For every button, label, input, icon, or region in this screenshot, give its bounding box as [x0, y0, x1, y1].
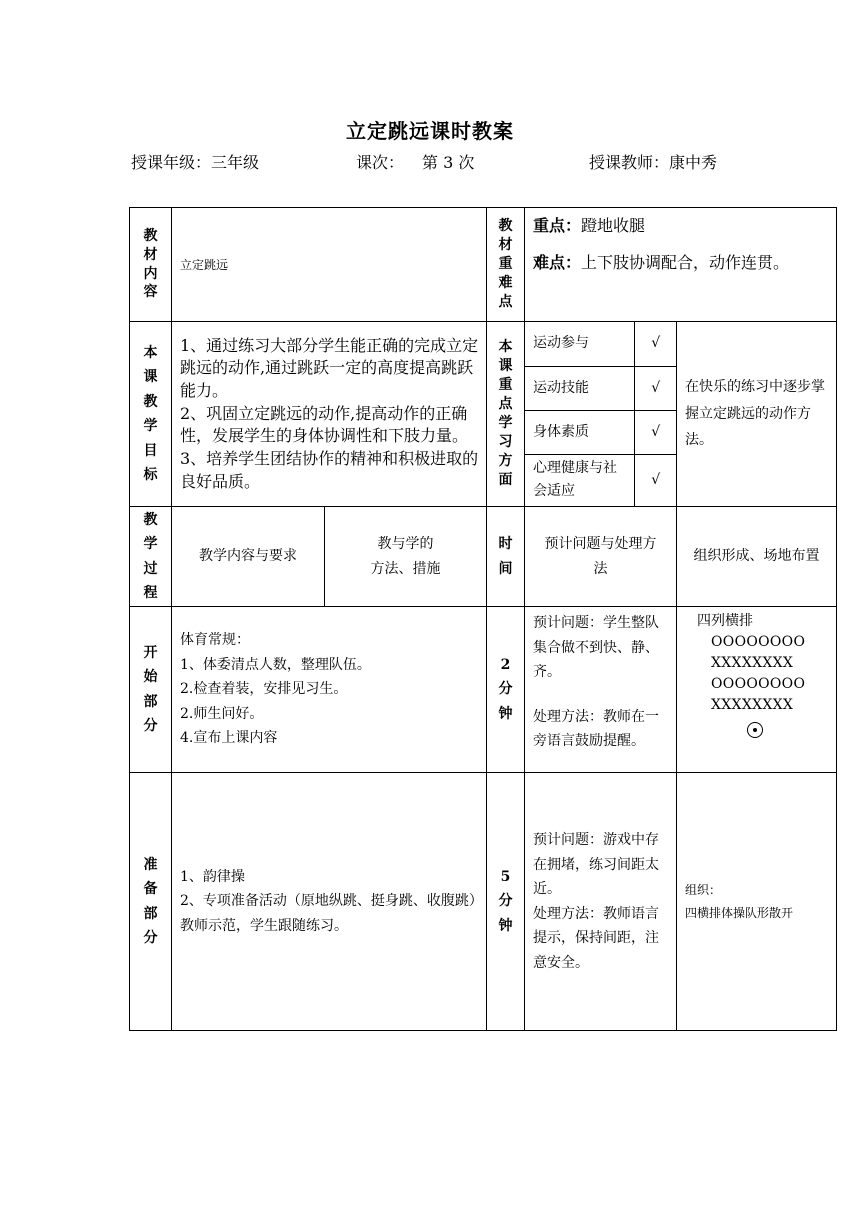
- prep-section-time: [487, 773, 525, 1031]
- head-char: 面: [498, 471, 513, 488]
- process-header-row: [130, 507, 837, 607]
- key-points-head: [487, 208, 525, 322]
- head-char: 容: [143, 284, 158, 301]
- head-char: 本: [143, 344, 158, 361]
- lesson-number: [356, 150, 474, 173]
- col-time-header: [487, 507, 525, 607]
- col-method-line: 教与学的: [377, 536, 434, 553]
- head-char: 间: [498, 560, 513, 577]
- key-value: 蹬地收腿: [581, 216, 646, 235]
- head-char: 目: [143, 442, 158, 459]
- page-title: 立定跳远课时教案: [346, 119, 514, 143]
- head-char: 教: [143, 393, 158, 410]
- difficulty-label: 难点：: [533, 253, 582, 273]
- head-char: 备: [143, 881, 158, 898]
- aspect-name: 运动技能: [525, 366, 634, 410]
- objective-item: 2、巩固立定跳远的动作,提高动作的正确性，发展学生的身体协调性和下肢力量。: [180, 403, 469, 446]
- col-org-header: 组织形成、场地布置: [677, 507, 837, 607]
- head-char: 学: [143, 536, 158, 553]
- solution-text: 处理方法：教师语言提示，保持间距，注意安全。: [533, 905, 660, 971]
- aspect-name: 身体素质: [525, 410, 634, 454]
- lesson-value: 第 3 次: [422, 153, 475, 172]
- material-content: 立定跳远: [172, 208, 487, 322]
- prep-section-row: [130, 773, 837, 1031]
- formation-row: OOOOOOOO: [711, 676, 806, 693]
- problem-text: 预计问题：学生整队集合做不到快、静、齐。: [533, 615, 660, 681]
- head-char: 始: [143, 669, 158, 686]
- prep-section-problems: [525, 773, 677, 1031]
- aspect-row: [525, 410, 677, 454]
- aspect-row: [525, 454, 677, 506]
- head-char: 标: [143, 467, 158, 484]
- col-method-header: [325, 507, 487, 607]
- head-char: 教: [498, 218, 513, 235]
- content-line: 1、韵律操: [180, 868, 245, 885]
- teacher-label: 授课教师：康中秀: [589, 153, 718, 172]
- start-formation: [677, 607, 837, 773]
- col-problems-header: 预计问题与处理方法: [525, 507, 677, 607]
- check-mark: √: [634, 322, 677, 366]
- head-char: 方: [498, 452, 513, 469]
- formation-row: XXXXXXXX: [711, 655, 794, 672]
- head-char: 课: [143, 369, 158, 386]
- problem-text: 预计问题：游戏中存在拥堵，练习间距太近。: [533, 832, 660, 898]
- check-mark: √: [634, 366, 677, 410]
- aspect-row: [525, 366, 677, 410]
- key-points-content: [525, 208, 837, 322]
- formation-label: 四列横排: [697, 613, 754, 630]
- objective-item: 1、通过练习大部分学生能正确的完成立定跳远的动作,通过跳跃一定的高度提高跳跃能力。: [180, 335, 479, 400]
- process-head: [130, 507, 172, 607]
- time-char: 钟: [498, 705, 513, 722]
- head-char: 部: [143, 693, 158, 710]
- content-line: 1、体委清点人数，整理队伍。: [180, 656, 371, 673]
- key-label: 重点：: [533, 216, 582, 235]
- time-char: 5: [500, 868, 511, 885]
- head-char: 教: [143, 511, 158, 528]
- head-char: 本: [498, 339, 513, 356]
- aspects-table: [525, 322, 677, 506]
- content-line: 教师示范，学生跟随练习。: [180, 917, 348, 934]
- key-point: [533, 214, 828, 237]
- formation-row: XXXXXXXX: [711, 697, 794, 714]
- head-char: 分: [143, 930, 158, 947]
- content-line: 体育常规：: [180, 632, 250, 649]
- content-line: 2、专项准备活动（原地纵跳、挺身跳、收腹跳）: [180, 893, 483, 910]
- head-char: 课: [498, 358, 513, 375]
- head-char: 难: [498, 274, 513, 291]
- head-char: 教: [143, 227, 158, 244]
- aspect-name: 运动参与: [525, 322, 634, 366]
- org-value: 四横排体操队形散开: [685, 905, 794, 920]
- head-char: 部: [143, 905, 158, 922]
- org-label: 组织：: [685, 882, 722, 897]
- head-char: 程: [143, 585, 158, 602]
- prep-section-head: [130, 773, 172, 1031]
- material-row: [130, 208, 837, 322]
- start-section-problems: [525, 607, 677, 773]
- lesson-plan-table: [129, 207, 837, 1031]
- head-char: 时: [498, 536, 513, 553]
- prep-organization: [677, 773, 837, 1031]
- content-line: 2.师生问好。: [180, 705, 264, 722]
- teacher-position-icon: [747, 722, 763, 738]
- difficulty-value: 上下肢协调配合，动作连贯。: [581, 253, 790, 273]
- material-head: [130, 208, 172, 322]
- aspect-name: 心理健康与社会适应: [525, 454, 634, 506]
- time-char: 分: [498, 681, 513, 698]
- head-char: 分: [143, 718, 158, 735]
- head-char: 过: [143, 560, 158, 577]
- content-line: 2.检查着装，安排见习生。: [180, 681, 348, 698]
- formation-row: OOOOOOOO: [711, 634, 806, 651]
- objectives-head: [130, 322, 172, 507]
- col-method-line: 方法、措施: [370, 560, 441, 577]
- head-char: 重: [498, 377, 513, 394]
- time-char: 钟: [498, 917, 513, 934]
- grade-label: 授课年级：三年级: [131, 153, 260, 172]
- head-char: 材: [498, 237, 513, 254]
- start-section-row: [130, 607, 837, 773]
- objectives-row: [130, 322, 837, 507]
- head-char: 准: [143, 856, 158, 873]
- check-mark: √: [634, 410, 677, 454]
- head-char: 重: [498, 256, 513, 273]
- lesson-label: 课次：: [356, 153, 405, 172]
- objective-item: 3、培养学生团结协作的精神和积极进取的良好品质。: [180, 449, 479, 491]
- check-mark: √: [634, 454, 677, 506]
- time-char: 2: [500, 656, 511, 673]
- aspects-note: 在快乐的练习中逐步掌握立定跳远的动作方法。: [677, 322, 837, 507]
- solution-text: 处理方法：教师在一旁语言鼓励提醒。: [533, 708, 660, 750]
- difficulty-point: [533, 251, 828, 274]
- start-section-head: [130, 607, 172, 773]
- head-char: 材: [143, 246, 158, 263]
- head-char: 习: [498, 433, 513, 450]
- head-char: 开: [143, 644, 158, 661]
- content-line: 4.宣布上课内容: [180, 730, 278, 747]
- head-char: 学: [143, 418, 158, 435]
- head-char: 点: [498, 396, 513, 413]
- start-section-time: [487, 607, 525, 773]
- objectives-content: [172, 322, 487, 507]
- aspects-head: [487, 322, 525, 507]
- time-char: 分: [498, 893, 513, 910]
- aspect-row: [525, 322, 677, 366]
- head-char: 学: [498, 415, 513, 432]
- prep-section-content: [172, 773, 487, 1031]
- head-char: 点: [498, 293, 513, 310]
- aspects-cell: [525, 322, 677, 507]
- start-section-content: [172, 607, 487, 773]
- head-char: 内: [143, 265, 158, 282]
- col-content-header: 教学内容与要求: [172, 507, 325, 607]
